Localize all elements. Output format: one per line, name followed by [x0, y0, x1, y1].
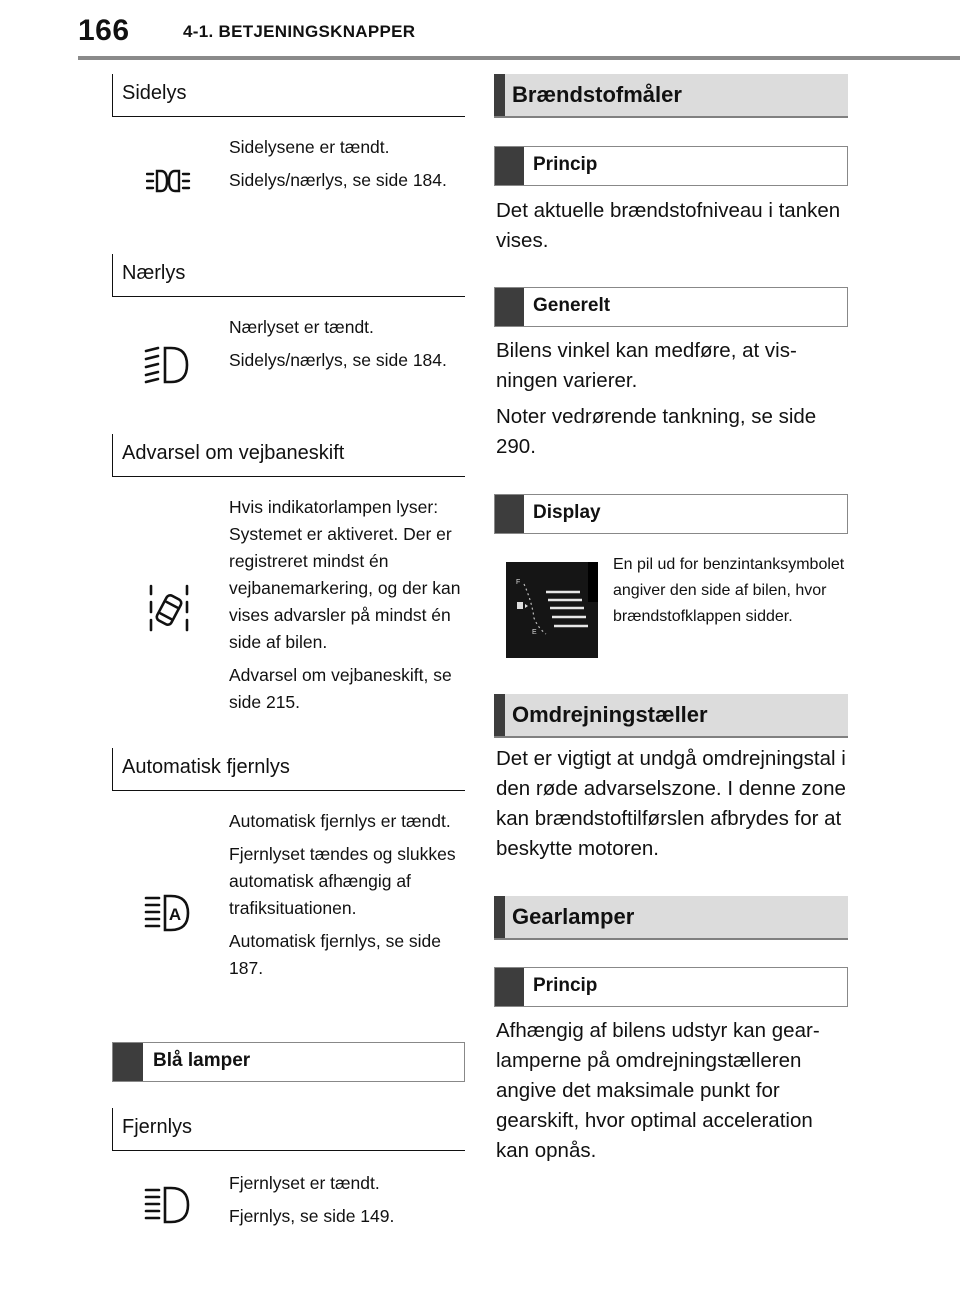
sidelys-heading: Sidelys	[112, 74, 465, 117]
heading-bar	[494, 896, 505, 938]
gauge-full-label: F	[516, 579, 521, 586]
generelt-paragraph-2: Noter vedrørende tankning, se side 290.	[496, 405, 817, 458]
princip-text	[496, 196, 851, 262]
generelt-paragraph-1: Bilens vinkel kan medføre, at visningen varierer.	[496, 339, 797, 392]
princip-title: Princip	[533, 154, 598, 175]
display-heading	[494, 494, 848, 534]
naerlys-line-1: Nærlyset er tændt.	[229, 317, 374, 337]
high-beam-icon	[144, 1186, 192, 1224]
blaa-lamper-heading	[112, 1042, 465, 1082]
heading-bar	[495, 288, 524, 326]
sidelys-description	[229, 134, 465, 200]
gear-princip-heading	[494, 967, 848, 1007]
advarsel-description	[229, 494, 465, 722]
omdrejning-title: Omdrejningstæller	[512, 702, 708, 727]
gearlamper-heading	[494, 896, 848, 940]
heading-bar	[495, 495, 524, 533]
page-number: 166	[78, 14, 130, 47]
advarsel-heading: Advarsel om vejbaneskift	[112, 434, 465, 477]
heading-bar	[495, 968, 524, 1006]
heading-bar	[113, 1043, 143, 1081]
auto-fjernlys-heading: Automatisk fjernlys	[112, 748, 465, 791]
display-title: Display	[533, 502, 601, 523]
braendstof-heading	[494, 74, 848, 118]
generelt-title: Generelt	[533, 295, 611, 316]
gauge-empty-label: E	[532, 629, 537, 636]
braendstof-title: Brændstofmåler	[512, 82, 682, 107]
naerlys-line-2: Sidelys/nærlys, se side 184.	[229, 350, 447, 370]
blaa-lamper-title: Blå lamper	[153, 1050, 251, 1071]
auto-high-beam-icon	[144, 894, 192, 932]
fjernlys-line-1: Fjernlyset er tændt.	[229, 1173, 380, 1193]
fuel-gauge-image	[506, 562, 598, 658]
omdrejning-text	[496, 744, 851, 870]
chapter-title: 4-1. BETJENINGSKNAPPER	[183, 22, 416, 41]
display-text: En pil ud for benzintanksymbolet angiver den side af bilen, hvor brændstofklappen sidder.	[613, 556, 845, 625]
fjernlys-line-2: Fjernlys, se side 149.	[229, 1206, 395, 1226]
generelt-heading	[494, 287, 848, 327]
low-beam-icon	[144, 346, 190, 384]
gear-princip-paragraph: Afhængig af bilens udstyr kan gearlamperne på omdrejningstælleren angive det maksimale punkt for gearskift, hvor optimal acceleration kan opnås.	[496, 1019, 820, 1162]
princip-heading	[494, 146, 848, 186]
generelt-text	[496, 336, 851, 468]
auto-fjernlys-line-2: Fjernlyset tændes og slukkes automatisk afhængig af trafiksituationen.	[229, 844, 456, 918]
auto-fjernlys-line-3: Automatisk fjernlys, se side 187.	[229, 931, 442, 978]
auto-fjernlys-description	[229, 808, 465, 988]
omdrejning-heading	[494, 694, 848, 738]
fjernlys-heading: Fjernlys	[112, 1108, 465, 1151]
heading-bar	[494, 694, 505, 736]
gear-princip-text	[496, 1016, 851, 1172]
gear-princip-title: Princip	[533, 975, 598, 996]
naerlys-description	[229, 314, 465, 380]
advarsel-line-2: Advarsel om vejbaneskift, se side 215.	[229, 665, 452, 712]
fjernlys-description	[229, 1170, 465, 1236]
gearlamper-title: Gearlamper	[512, 904, 635, 929]
auto-fjernlys-line-1: Automatisk fjernlys er tændt.	[229, 811, 451, 831]
princip-paragraph: Det aktuelle brændstofniveau i tanken vises.	[496, 199, 841, 252]
side-light-icon	[146, 168, 192, 194]
sidelys-line-1: Sidelysene er tændt.	[229, 137, 390, 157]
sidelys-line-2: Sidelys/nærlys, se side 184.	[229, 170, 447, 190]
heading-bar	[494, 74, 505, 116]
omdrejning-paragraph: Det er vigtigt at undgå omdrejningstal i den røde advarselszone. I denne zone kan brændstoftilførslen afbrydes for at beskytte motoren.	[496, 747, 846, 860]
svg-text:A: A	[168, 905, 182, 924]
lane-departure-icon	[148, 584, 190, 634]
advarsel-line-1: Hvis indikatorlampen lyser: Systemet er aktiveret. Der er registreret mindst én vejbanemarkering, og der kan vises advarsler på mindst én side af bilen.	[229, 497, 461, 652]
header-rule	[78, 56, 960, 60]
naerlys-heading: Nærlys	[112, 254, 465, 297]
heading-bar	[495, 147, 524, 185]
